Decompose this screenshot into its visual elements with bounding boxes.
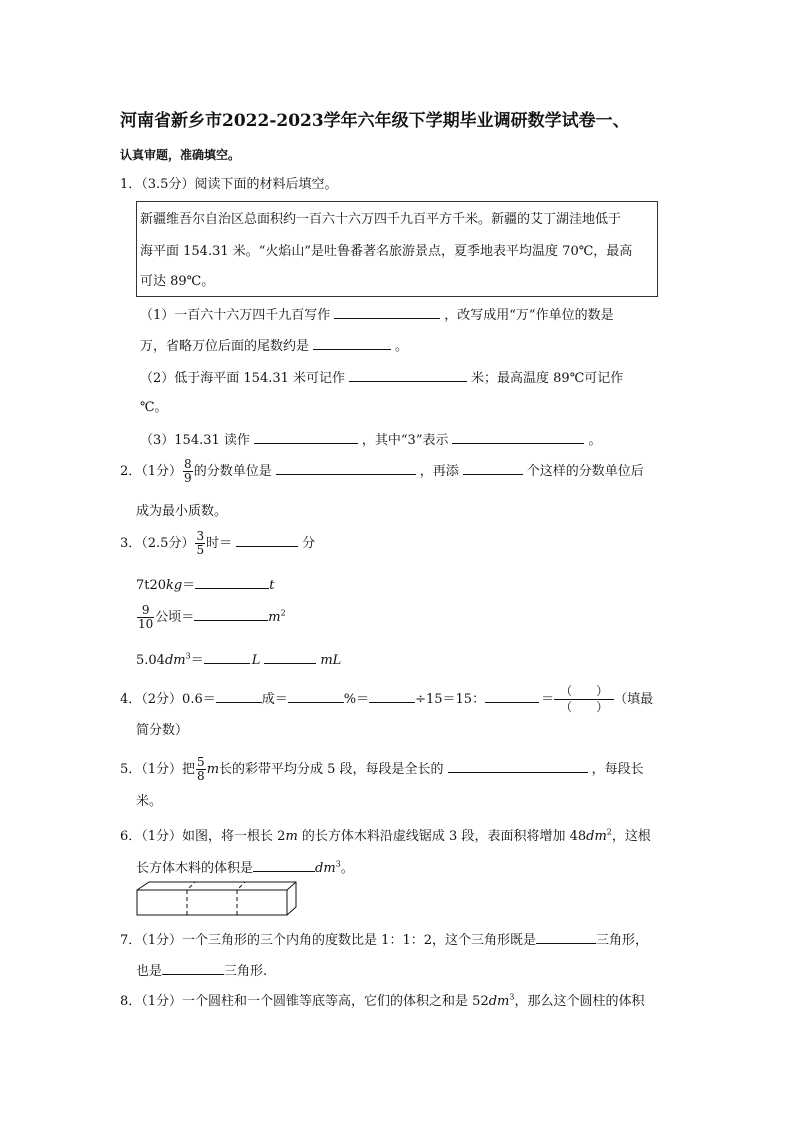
q1-p3-text: （3）154.31 读作 <box>140 433 250 448</box>
q8-line1 <box>120 993 644 1011</box>
q5-line1 <box>120 756 644 783</box>
q3-frac-den: 5 <box>196 543 205 557</box>
section-heading: 认真审题，准确填空。 <box>120 148 241 162</box>
q5-line2: 米。 <box>136 794 163 809</box>
q6-line2 <box>136 858 354 878</box>
q2-text: ，再添 <box>419 464 459 479</box>
q1-p1-blank-2[interactable] <box>313 336 391 350</box>
q3-line1 <box>120 530 315 557</box>
q1-material-line: 可达 89℃。 <box>140 274 215 289</box>
q3-blank-2[interactable] <box>195 575 269 589</box>
q7-line1 <box>120 930 648 950</box>
q3-l4-text: 5.04 <box>136 653 165 668</box>
q2-blank-2[interactable] <box>463 461 523 475</box>
q6-sup: 2 <box>606 827 612 837</box>
q4-blank-4[interactable] <box>485 689 539 703</box>
page-title: 河南省新乡市2022-2023学年六年级下学期毕业调研数学试卷一、 <box>120 111 630 131</box>
q1-p3-text: ，其中“3”表示 <box>361 433 449 448</box>
q3-l2-eq: ＝ <box>182 578 196 593</box>
q6-text: 的长方体木料沿虚线锯成 3 段，表面积将增加 48 <box>297 829 587 844</box>
q2-prefix: 2．（1分） <box>120 464 183 479</box>
q7-text: 7．（1分）一个三角形的三个内角的度数比是 1：1：2，这个三角形既是 <box>120 933 536 948</box>
q6-text: 。 <box>340 861 354 876</box>
q4-blank-1[interactable] <box>216 689 262 703</box>
q8-sup: 3 <box>509 992 515 1002</box>
q4-text: ÷15＝15： <box>415 692 486 707</box>
q1-part1-line1 <box>140 305 614 325</box>
q1-p1-text: 。 <box>395 339 409 354</box>
q4-prefix: 4．（2分）0.6＝ <box>120 692 216 707</box>
q5-text: ，每段长 <box>591 762 644 777</box>
q2-line2: 成为最小质数。 <box>136 504 228 519</box>
q8-text: ，那么这个圆柱的体积 <box>514 994 645 1009</box>
q2-fraction <box>183 458 193 485</box>
q1-p1-text: （1）一百六十六万四千九百写作 <box>140 308 331 323</box>
q6-cut-line-2 <box>237 882 245 915</box>
q3-l2-unit: kg <box>166 578 183 593</box>
q5-prefix: 5．（1分）把 <box>120 762 196 777</box>
q3-l3-frac-den: 10 <box>138 617 154 631</box>
q3-l3-fraction <box>137 604 154 631</box>
q6-block-edge <box>287 882 296 890</box>
q6-unit-m: m <box>285 829 298 844</box>
q4-text: %＝ <box>343 692 370 707</box>
q1-p2-text: （2）低于海平面 154.31 米可记作 <box>140 371 346 386</box>
q6-block-top-right <box>137 882 296 915</box>
q3-line2 <box>136 575 275 595</box>
q7-text: 也是 <box>136 964 163 979</box>
q3-l2-text: 7t20 <box>136 578 167 593</box>
q6-text: 6．（1分）如图，将一根长 2 <box>120 829 286 844</box>
q4-paren-fraction[interactable] <box>554 684 614 715</box>
q1-part1-line2 <box>140 336 408 356</box>
q1-p1-text: 万，省略万位后面的尾数约是 <box>140 339 310 354</box>
q1-part3-line <box>140 430 602 450</box>
q5-unit: m <box>206 762 220 777</box>
q2-blank-1[interactable] <box>276 461 416 475</box>
q8-unit-dm: dm <box>488 994 510 1009</box>
q5-blank-1[interactable] <box>448 759 588 773</box>
q6-unit-dm: dm <box>315 861 336 876</box>
q4-line2: 简分数） <box>136 723 189 738</box>
q4-text: ＝ <box>541 692 555 707</box>
q3-blank-1[interactable] <box>236 533 298 547</box>
q4-text: 成＝ <box>261 692 288 707</box>
q6-blank-1[interactable] <box>253 858 315 872</box>
q1-p2-blank-1[interactable] <box>349 368 467 382</box>
q3-l4-sup: 3 <box>185 651 191 661</box>
q1-p3-blank-1[interactable] <box>254 430 358 444</box>
q4-blank-3[interactable] <box>369 689 415 703</box>
q5-frac-num: 5 <box>197 755 205 769</box>
q1-p1-blank-1[interactable] <box>334 305 440 319</box>
q6-block-front-face <box>137 890 287 915</box>
q7-blank-2[interactable] <box>162 961 224 975</box>
q7-text: 三角形. <box>224 964 268 979</box>
q3-l4-unit-mL: mL <box>320 653 342 668</box>
q6-unit-dm: dm <box>586 829 607 844</box>
q6-line1 <box>120 828 651 846</box>
q1-part2-line2: ℃。 <box>140 400 168 415</box>
q3-prefix: 3．（2.5分） <box>120 536 195 551</box>
q6-text: ，这根 <box>611 829 651 844</box>
q5-text: 长的彩带平均分成 5 段，每段是全长的 <box>219 762 444 777</box>
q3-blank-4[interactable] <box>204 650 250 664</box>
q1-material-line: 海平面 154.31 米。“火焰山”是吐鲁番著名旅游景点，夏季地表平均温度 70℃，最高 <box>140 244 633 259</box>
q4-blank-2[interactable] <box>288 689 344 703</box>
q4-paren-bottom: （ ） <box>560 700 609 714</box>
q4-line1 <box>120 684 653 715</box>
q1-p3-blank-2[interactable] <box>452 430 584 444</box>
q1-part2-line1 <box>140 368 623 388</box>
q6-wood-block-figure <box>134 880 300 920</box>
q3-blank-3[interactable] <box>194 607 268 621</box>
q4-text: （填最 <box>614 692 654 707</box>
q7-line2 <box>136 961 267 981</box>
q2-text: 的分数单位是 <box>193 464 272 479</box>
q7-text: 三角形， <box>596 933 649 948</box>
q2-frac-num: 8 <box>184 457 192 471</box>
q3-l3-unit: m <box>268 610 281 625</box>
q4-paren-top: （ ） <box>554 684 614 700</box>
q3-text: 时＝ <box>206 536 233 551</box>
q1-stem: 1．（3.5分）阅读下面的材料后填空。 <box>120 177 338 192</box>
q3-l4-unit-L: L <box>251 653 261 668</box>
q1-p2-text: 米；最高温度 89℃可记作 <box>471 371 624 386</box>
q3-line4 <box>136 650 341 670</box>
q6-cut-line-1 <box>187 882 195 915</box>
q3-fraction <box>195 530 205 557</box>
q5-fraction <box>196 756 206 783</box>
q3-l3-text: 公顷＝ <box>155 610 195 625</box>
q6-text: 长方体木料的体积是 <box>136 861 254 876</box>
q3-l3-frac-num: 9 <box>137 604 154 618</box>
q8-text: 8．（1分）一个圆柱和一个圆锥等底等高，它们的体积之和是 52 <box>120 994 489 1009</box>
q3-line3 <box>136 604 286 631</box>
q3-blank-5[interactable] <box>264 650 316 664</box>
q3-text: 分 <box>302 536 316 551</box>
q2-frac-den: 9 <box>184 471 192 485</box>
q5-frac-den: 8 <box>197 769 205 783</box>
q3-frac-num: 3 <box>196 529 205 543</box>
q3-l2-unit-t: t <box>269 578 275 593</box>
q1-p3-text: 。 <box>588 433 602 448</box>
q3-l4-unit: dm <box>164 653 186 668</box>
q3-l3-sup: 2 <box>280 608 286 618</box>
q7-blank-1[interactable] <box>536 930 596 944</box>
q1-p1-text: ，改写成用“万”作单位的数是 <box>444 308 614 323</box>
q6-sup: 3 <box>335 859 341 869</box>
q2-text: 个这样的分数单位后 <box>526 464 644 479</box>
q3-l4-eq: ＝ <box>190 653 204 668</box>
q2-line1 <box>120 458 644 485</box>
q1-material-line: 新疆维吾尔自治区总面积约一百六十六万四千九百平方千米。新疆的艾丁湖洼地低于 <box>140 212 622 227</box>
